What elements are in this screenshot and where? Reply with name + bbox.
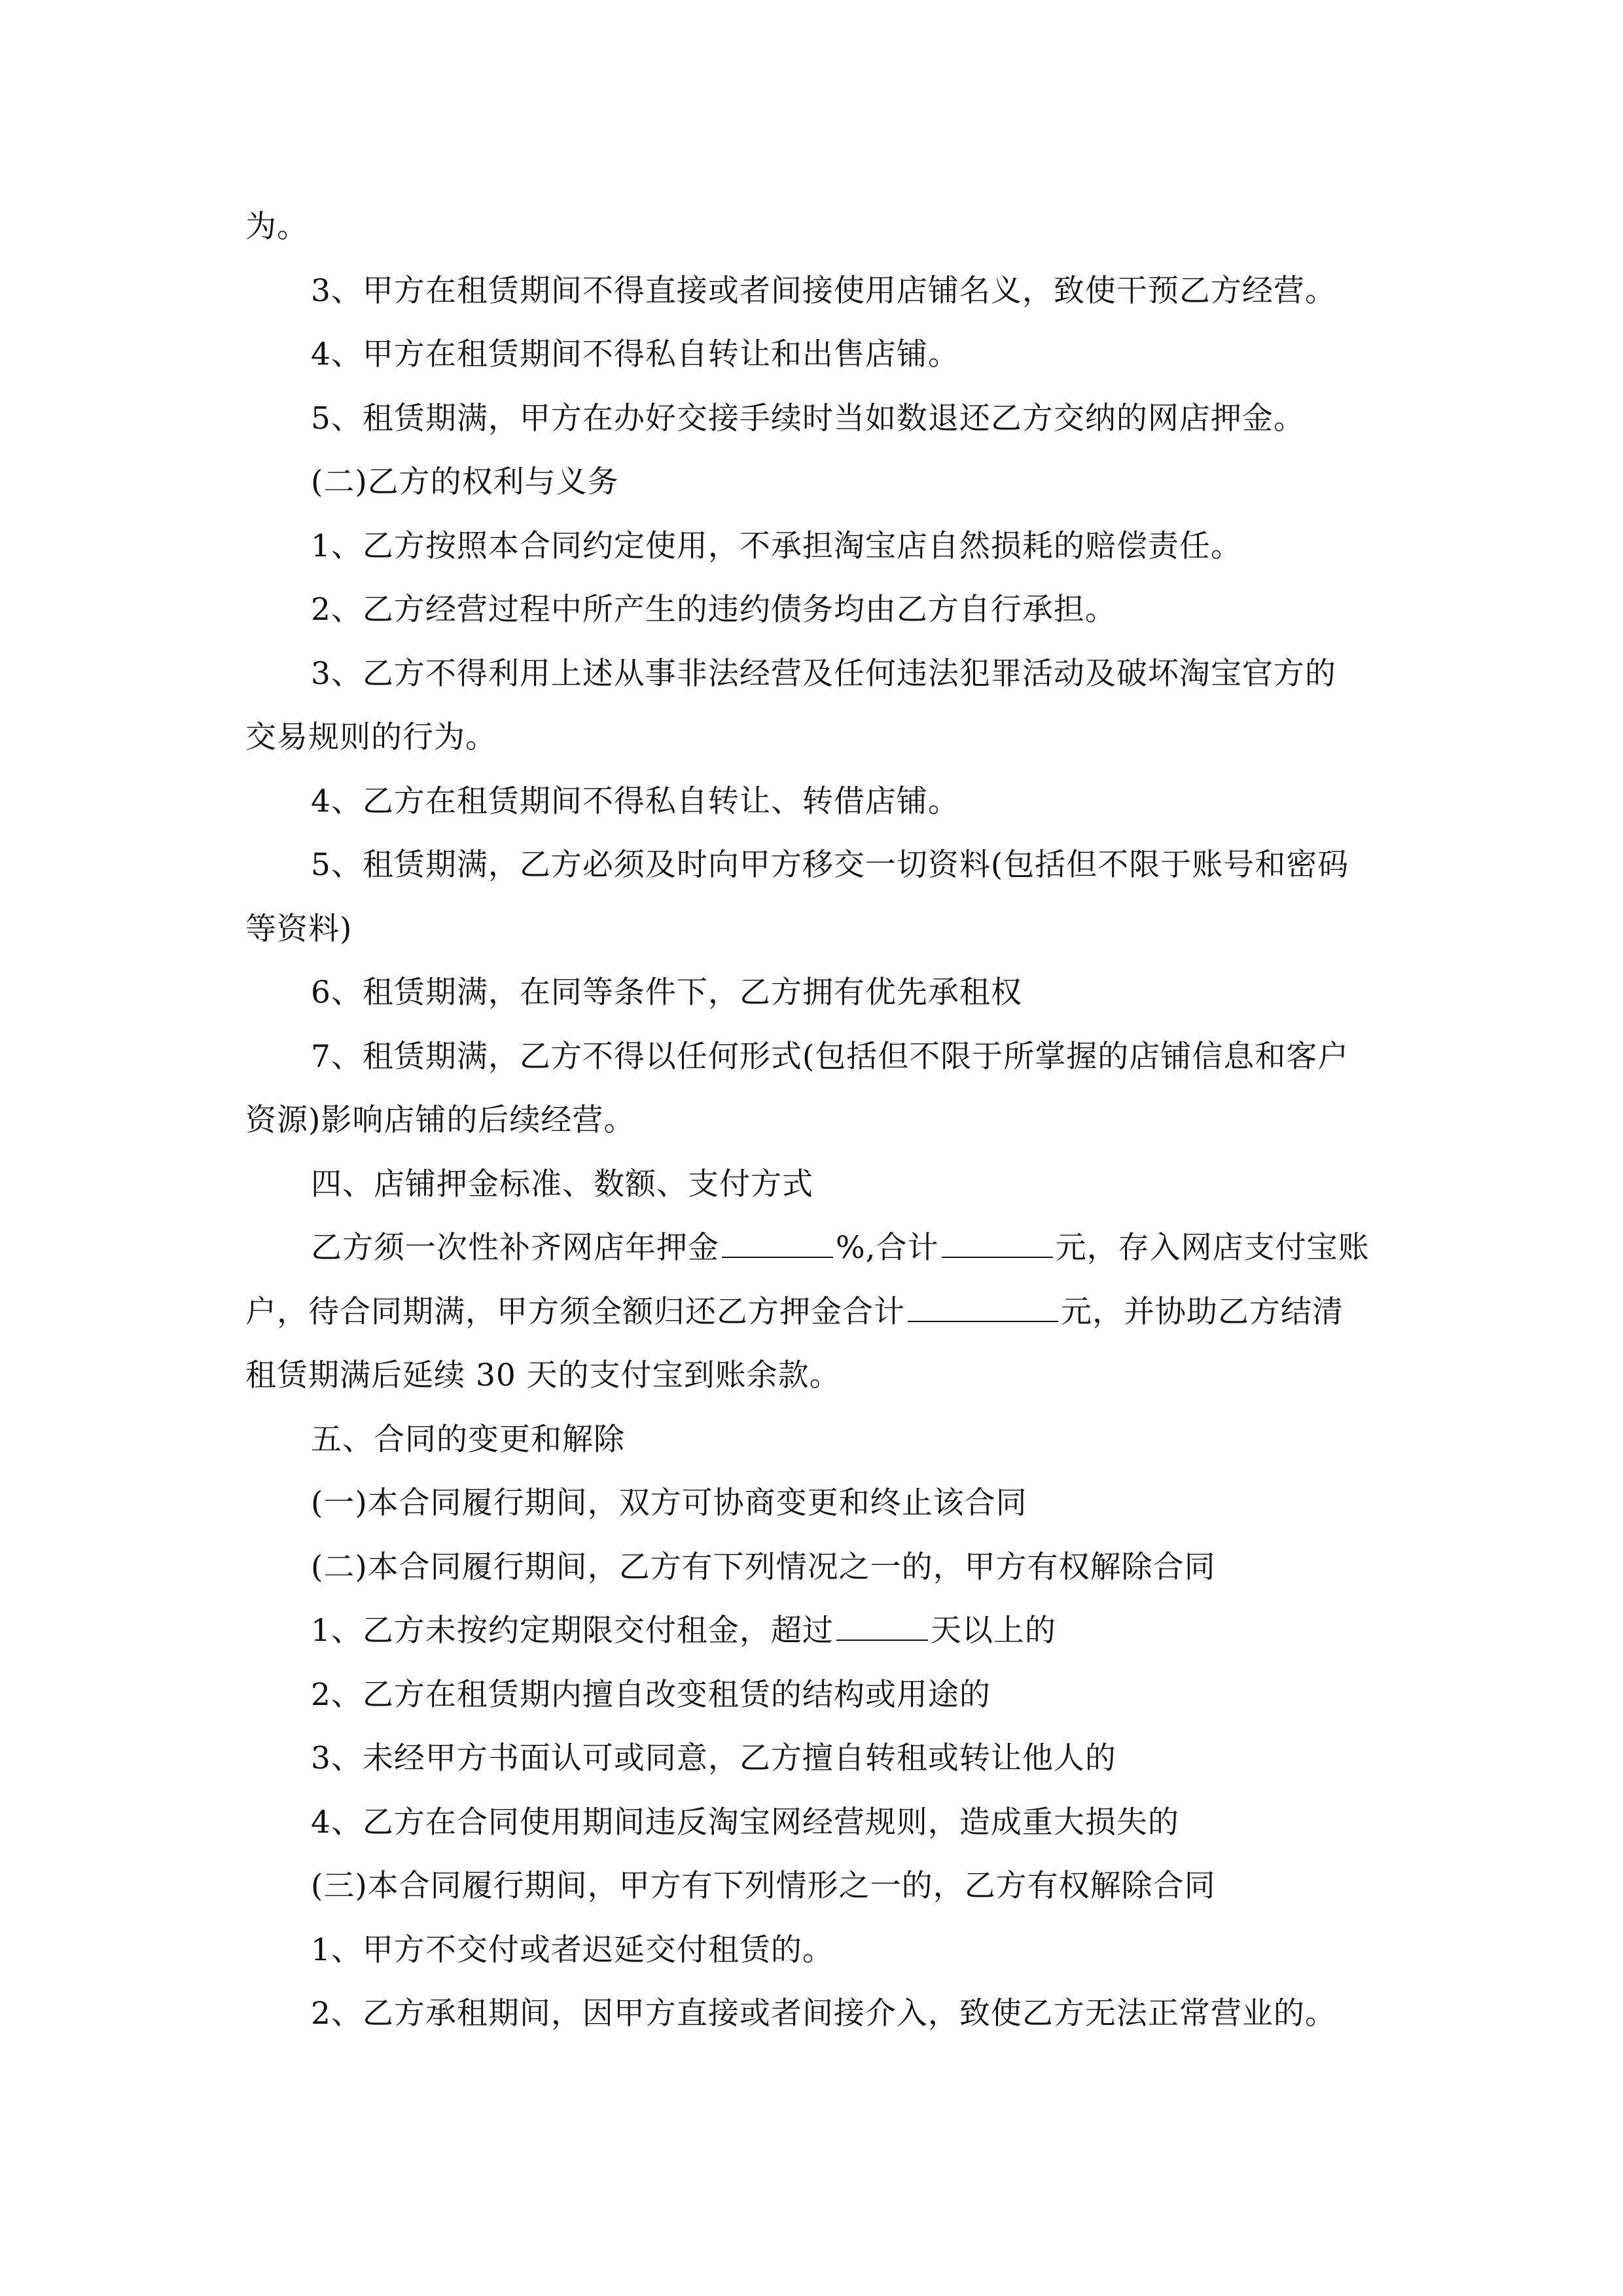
paragraph-line: 2、乙方经营过程中所产生的违约债务均由乙方自行承担。 bbox=[311, 592, 1116, 628]
paragraph-line: 3、甲方在租赁期间不得直接或者间接使用店铺名义，致使干预乙方经营。 bbox=[311, 272, 1336, 309]
paragraph-line: 4、乙方在合同使用期间违反淘宝网经营规则，造成重大损失的 bbox=[311, 1804, 1179, 1840]
contract-text bbox=[245, 195, 1384, 2046]
deposit-total-blank[interactable] bbox=[942, 1230, 1053, 1258]
deposit-text: %,合计 bbox=[836, 1230, 939, 1266]
deposit-line-2 bbox=[245, 1280, 1384, 1344]
paragraph-line: 5、租赁期满，乙方必须及时向甲方移交一切资料(包括但不限于账号和密码 bbox=[311, 847, 1349, 883]
overdue-days-blank[interactable] bbox=[836, 1613, 928, 1641]
deposit-percent-blank[interactable] bbox=[722, 1230, 833, 1258]
paragraph-line: (二)本合同履行期间，乙方有下列情况之一的，甲方有权解除合同 bbox=[311, 1549, 1216, 1585]
paragraph-line: 6、租赁期满，在同等条件下，乙方拥有优先承租权 bbox=[311, 975, 1022, 1011]
paragraph-line: (一)本合同履行期间，双方可协商变更和终止该合同 bbox=[311, 1485, 1027, 1521]
paragraph-line: 4、甲方在租赁期间不得私自转让和出售店铺。 bbox=[311, 336, 959, 372]
paragraph-line: 2、乙方在租赁期内擅自改变租赁的结构或用途的 bbox=[311, 1676, 991, 1713]
deposit-text: 元，存入网店支付宝账 bbox=[1055, 1230, 1370, 1266]
paragraph-line: 资源)影响店铺的后续经营。 bbox=[245, 1102, 635, 1138]
paragraph-line: 5、租赁期满，甲方在办好交接手续时当如数退还乙方交纳的网店押金。 bbox=[311, 400, 1305, 437]
paragraph-line: 3、未经甲方书面认可或同意，乙方擅自转租或转让他人的 bbox=[311, 1740, 1116, 1776]
paragraph-line: 7、租赁期满，乙方不得以任何形式(包括但不限于所掌握的店铺信息和客户 bbox=[311, 1038, 1349, 1075]
deposit-refund-blank[interactable] bbox=[908, 1295, 1058, 1322]
section-heading: 四、店铺押金标准、数额、支付方式 bbox=[311, 1166, 813, 1202]
paragraph-line: 1、乙方按照本合同约定使用，不承担淘宝店自然损耗的赔偿责任。 bbox=[311, 528, 1242, 564]
deposit-line-3: 租赁期满后延续 30 天的支付宝到账余款。 bbox=[245, 1357, 841, 1393]
paragraph-line: 4、乙方在租赁期间不得私自转让、转借店铺。 bbox=[311, 783, 959, 819]
paragraph-line: (三)本合同履行期间，甲方有下列情形之一的，乙方有权解除合同 bbox=[311, 1868, 1216, 1904]
section-heading: 五、合同的变更和解除 bbox=[311, 1421, 625, 1458]
paragraph-line: 2、乙方承租期间，因甲方直接或者间接介入，致使乙方无法正常营业的。 bbox=[311, 1996, 1336, 2032]
clause-text: 天以上的 bbox=[930, 1613, 1056, 1649]
clause-text: 1、乙方未按约定期限交付租金，超过 bbox=[311, 1613, 834, 1649]
section-heading: (二)乙方的权利与义务 bbox=[311, 464, 619, 500]
paragraph-line: 为。 bbox=[245, 209, 308, 245]
paragraph-line: 等资料) bbox=[245, 910, 353, 947]
deposit-line-1 bbox=[245, 1216, 1384, 1280]
deposit-text: 户，待合同期满，甲方须全额归还乙方押金合计 bbox=[245, 1293, 905, 1330]
paragraph-line: 3、乙方不得利用上述从事非法经营及任何违法犯罪活动及破坏淘宝官方的 bbox=[311, 655, 1336, 692]
paragraph-line bbox=[245, 1599, 1384, 1663]
paragraph-line: 交易规则的行为。 bbox=[245, 719, 497, 755]
deposit-text: 乙方须一次性补齐网店年押金 bbox=[311, 1230, 719, 1266]
deposit-text: 元，并协助乙方结清 bbox=[1061, 1293, 1344, 1330]
paragraph-line: 1、甲方不交付或者迟延交付租赁的。 bbox=[311, 1931, 834, 1968]
